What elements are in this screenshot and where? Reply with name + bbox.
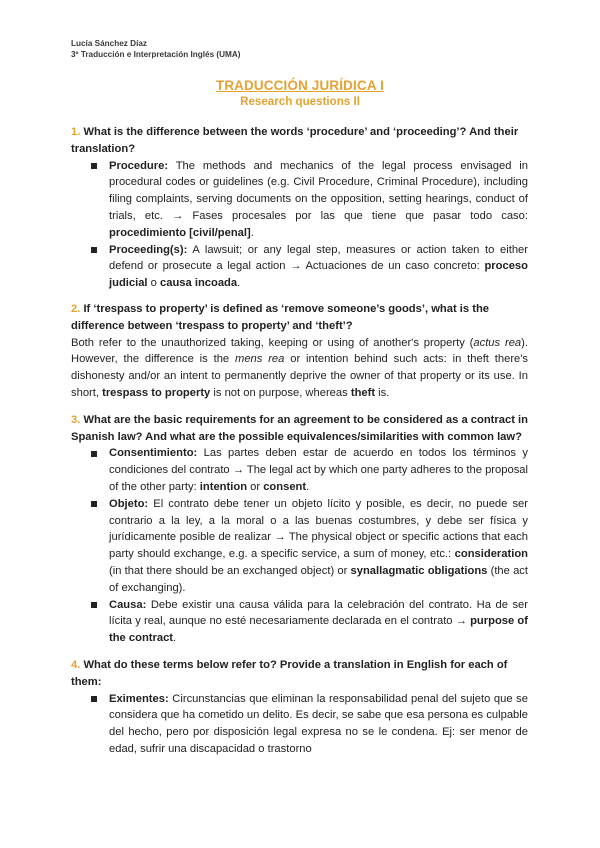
term: Objeto: — [109, 497, 149, 510]
punctuation: . — [250, 226, 254, 239]
bullet-square-icon — [91, 501, 97, 507]
question-number: 1. — [71, 126, 81, 138]
translation-term: consent — [263, 480, 307, 493]
term: Procedure: — [109, 159, 169, 172]
translation-term: synallagmatic obligations — [350, 564, 488, 577]
translation-term: proceso judicial — [109, 260, 528, 290]
punctuation: . — [306, 480, 310, 493]
translation-term: purpose of the contract — [109, 615, 528, 645]
punctuation: . — [237, 277, 241, 290]
definition-text: The methods and mechanics of the legal process envisaged in procedural codes or guidelines (e.g. Civil Procedure, Criminal Procedure), including filing complaints, serving documents on the opposition, setting hearings, conduct of trials, etc. → Fases procesales por las que tiene que pasar todo caso: — [109, 159, 528, 222]
document-body — [71, 124, 528, 758]
connector: or — [247, 480, 264, 493]
question-text: What is the difference between the words ‘procedure’ and ‘proceeding’? And their translation? — [71, 126, 519, 155]
question-3 — [71, 412, 528, 446]
answer-paragraph-2 — [71, 335, 528, 402]
text: Both refer to the unauthorized taking, keeping or using of another's property ( — [71, 336, 474, 349]
latin-term: mens rea — [235, 353, 285, 366]
definition-text: Circunstancias que eliminan la responsabilidad penal del sujeto que se considera que ha cometido un delito. Es decir, se sabe que esa persona es culpable del hecho, pero por disposición legal expresa no se le condena. Ej: ser menor de edad, sufrir una discapacidad o trastorno — [109, 692, 528, 755]
document-subtitle: Research questions II — [240, 95, 360, 108]
course-name: 3º Traducción e Interpretación Inglés (UMA) — [71, 50, 241, 59]
list-item — [109, 445, 528, 495]
question-text: If ‘trespass to property’ is defined as ‘remove someone’s goods’, what is the difference between ‘trespass to property’ and ‘theft’? — [71, 302, 490, 332]
list-item — [109, 597, 528, 647]
author-block — [71, 38, 241, 60]
answer-list-1 — [71, 158, 528, 292]
term: Proceeding(s): — [109, 243, 188, 256]
definition-text: El contrato debe tener un objeto lícito y posible, es decir, no puede ser contrario a la ley, a la moral o a las buenas costumbres, y debe ser física y jurídicamente posible de realizar → The physical object or specific actions that each party should exchange, e.g. a specific service, a sum of money, etc.: — [109, 497, 528, 561]
list-item — [109, 158, 528, 242]
translation-term: procedimiento [civil/penal] — [109, 226, 251, 239]
definition-text: Debe existir una causa válida para la celebración del contrato. Ha de ser lícita y real, aunque no esté necesariamente declarada en el contrato → — [109, 598, 528, 628]
term: Causa: — [109, 598, 147, 611]
key-term: trespass to property — [102, 386, 211, 399]
bullet-square-icon — [91, 451, 97, 457]
list-item — [109, 691, 528, 758]
punctuation: . — [173, 632, 177, 645]
question-number: 2. — [71, 302, 81, 315]
author-name: Lucía Sánchez Díaz — [71, 39, 147, 48]
bullet-square-icon — [91, 247, 97, 253]
translation-term: intention — [199, 480, 248, 493]
translation-term: causa incoada — [160, 277, 238, 290]
definition-text: Las partes deben estar de acuerdo en todos los términos y condiciones del contrato → The legal act by which one party adheres to the proposal of the other party: — [109, 447, 528, 493]
question-2 — [71, 301, 528, 335]
text: or intention behind such acts: in theft there's dishonesty and/or an intent to permanently deprive the owner of that property or its use. In short, — [71, 353, 528, 399]
connector: (in that there should be an exchanged object) or — [109, 564, 351, 577]
answer-list-4 — [71, 691, 528, 758]
document-title: TRADUCCIÓN JURÍDICA I — [215, 78, 385, 93]
latin-term: actus rea — [473, 336, 522, 349]
question-number: 3. — [71, 413, 81, 426]
text: is not on purpose, whereas — [210, 386, 351, 399]
term: Consentimiento: — [109, 447, 198, 460]
list-item — [109, 242, 528, 292]
definition-text: A lawsuit; or any legal step, measures or action taken to either defend or prosecute a legal action → Actuaciones de un caso concreto: — [109, 243, 528, 273]
connector: o — [147, 277, 160, 290]
bullet-square-icon — [91, 602, 97, 608]
question-number: 4. — [71, 658, 81, 671]
question-4 — [71, 657, 528, 691]
bullet-square-icon — [91, 163, 97, 169]
key-term: theft — [350, 386, 376, 399]
question-text: What are the basic requirements for an agreement to be considered as a contract in Spanish law? And what are the possible equivalences/similarities with common law? — [71, 413, 528, 443]
text: ). However, the difference is the — [71, 336, 528, 366]
text: is. — [375, 386, 390, 399]
list-item — [109, 496, 528, 597]
bullet-square-icon — [91, 696, 97, 702]
question-text: What do these terms below refer to? Provide a translation in English for each of them: — [71, 658, 508, 688]
answer-list-3 — [71, 445, 528, 647]
question-1 — [71, 124, 528, 158]
punctuation: (the act of exchanging). — [109, 564, 528, 594]
term: Eximentes: — [109, 692, 169, 705]
translation-term: consideration — [454, 548, 528, 561]
